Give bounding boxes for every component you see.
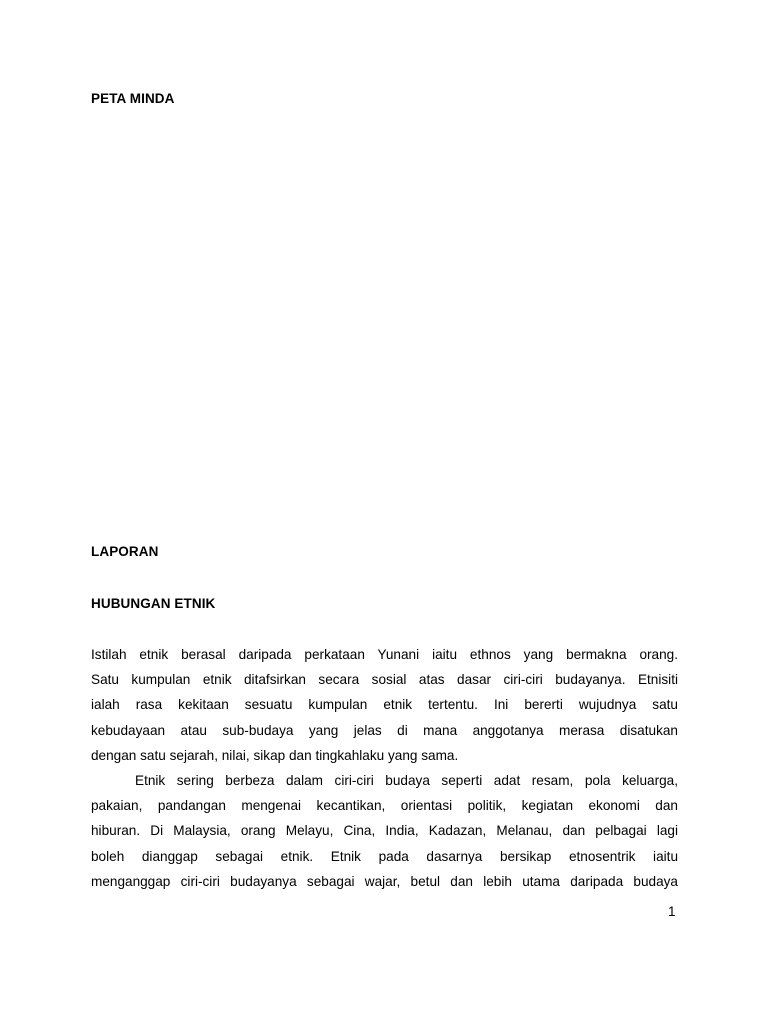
paragraph-line: dengan satu sejarah, nilai, sikap dan tingkahlaku yang sama. (91, 747, 459, 763)
paragraph-line: Istilah etnik berasal daripada perkataan Yunani iaitu ethnos yang bermakna orang. (91, 647, 678, 662)
document-title: PETA MINDA (91, 91, 175, 106)
section-heading: LAPORAN (91, 544, 159, 559)
paragraph-line: pakaian, pandangan mengenai kecantikan, orientasi politik, kegiatan ekonomi dan (91, 798, 678, 814)
page-number: 1 (668, 904, 676, 919)
paragraph-line: boleh dianggap sebagai etnik. Etnik pada dasarnya bersikap etnosentrik iaitu (91, 848, 678, 864)
subheading: HUBUNGAN ETNIK (91, 596, 216, 611)
paragraph-1 (91, 642, 678, 768)
paragraph-line: Etnik sering berbeza dalam ciri-ciri budaya seperti adat resam, pola keluarga, (135, 773, 678, 788)
paragraph-line: kebudayaan atau sub-budaya yang jelas di mana anggotanya merasa disatukan (91, 722, 678, 738)
paragraph-line: Satu kumpulan etnik ditafsirkan secara sosial atas dasar ciri-ciri budayanya. Etnisiti (91, 672, 678, 688)
paragraph-line: hiburan. Di Malaysia, orang Melayu, Cina, India, Kadazan, Melanau, dan pelbagai lagi (91, 823, 678, 839)
paragraph-2 (91, 768, 678, 894)
paragraph-line: menganggap ciri-ciri budayanya sebagai wajar, betul dan lebih utama daripada budaya (91, 873, 678, 889)
paragraph-line: ialah rasa kekitaan sesuatu kumpulan etnik tertentu. Ini bererti wujudnya satu (91, 697, 678, 713)
